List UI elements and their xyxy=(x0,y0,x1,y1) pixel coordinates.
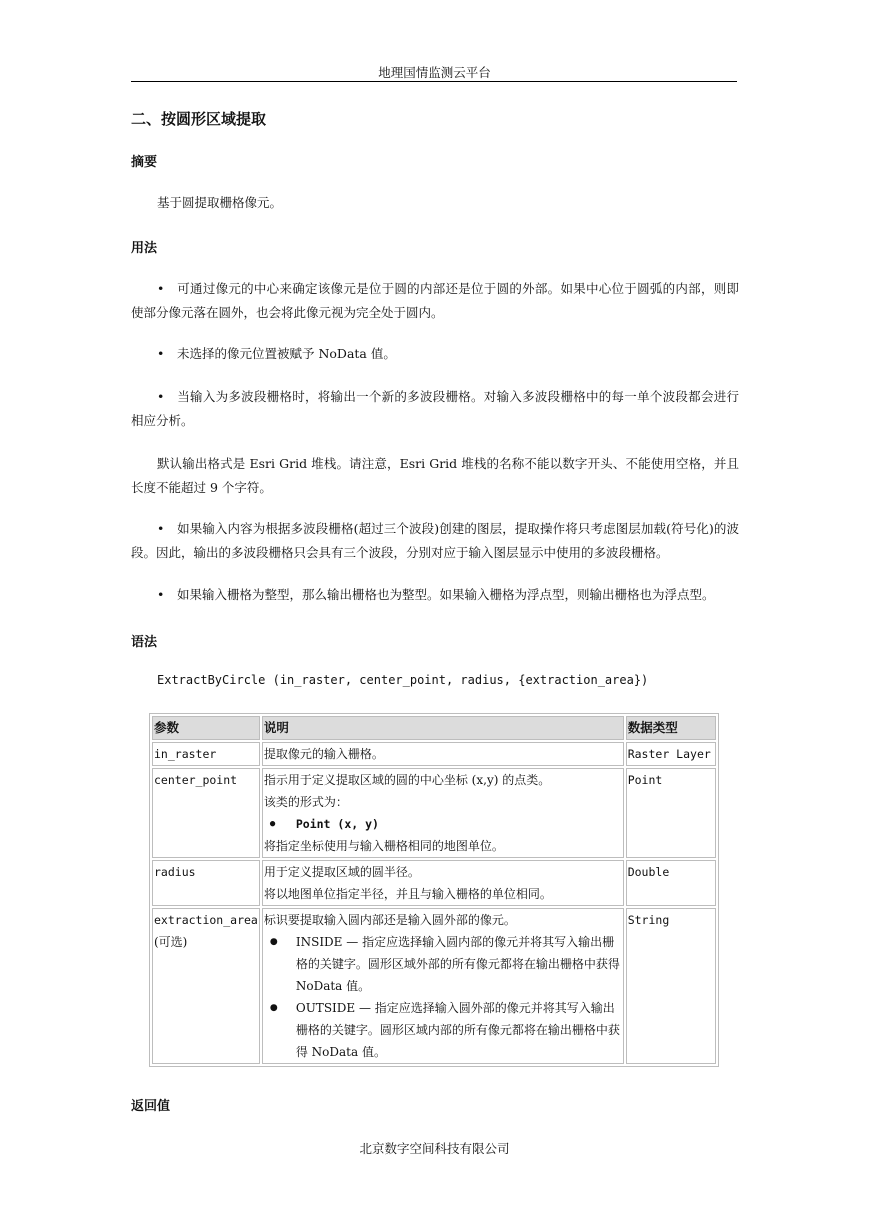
description-line: 用于定义提取区域的圆半径。 xyxy=(263,865,420,879)
usage-item-5 xyxy=(131,583,739,607)
usage-item-4 xyxy=(131,517,739,565)
syntax-heading: 语法 xyxy=(131,635,158,650)
param-description xyxy=(262,768,624,858)
param-type: Raster Layer xyxy=(626,742,716,766)
page-footer: 北京数字空间科技有限公司 xyxy=(359,1141,510,1156)
usage-item-5-text: 如果输入栅格为整型，那么输出栅格也为整型。如果输入栅格为浮点型，则输出栅格也为浮点型。 xyxy=(177,587,715,602)
parameter-table xyxy=(149,713,719,1067)
bullet-mark: • xyxy=(157,521,165,536)
usage-note: 默认输出格式是 Esri Grid 堆栈。请注意，Esri Grid 堆栈的名称不能以数字开头、不能使用空格，并且长度不能超过 9 个字符。 xyxy=(131,456,739,495)
param-name: in_raster xyxy=(152,742,260,766)
param-description: 提取像元的输入栅格。 xyxy=(262,742,624,766)
usage-item-3-text: 当输入为多波段栅格时，将输出一个新的多波段栅格。对输入多波段栅格中的每一单个波段都会进行相应分析。 xyxy=(131,389,739,428)
bullet-mark: • xyxy=(157,346,165,361)
description-line: 指示用于定义提取区域的圆的中心坐标 (x,y) 的点类。 xyxy=(263,773,551,787)
header-rule xyxy=(131,81,737,82)
column-header-description: 说明 xyxy=(262,716,624,740)
description-list xyxy=(264,813,622,835)
param-description xyxy=(262,860,624,906)
param-type: Point xyxy=(626,768,716,858)
param-type: Double xyxy=(626,860,716,906)
summary-text: 基于圆提取栅格像元。 xyxy=(157,195,283,210)
usage-item-1 xyxy=(131,277,739,325)
section-title: 二、按圆形区域提取 xyxy=(131,110,267,128)
column-header-type: 数据类型 xyxy=(626,716,716,740)
param-name: radius xyxy=(152,860,260,906)
table-header-row xyxy=(152,716,716,740)
usage-heading: 用法 xyxy=(131,241,158,256)
bullet-mark: • xyxy=(157,587,165,602)
table-row xyxy=(152,768,716,858)
param-name: center_point xyxy=(152,768,260,858)
description-bullet: ● OUTSIDE — 指定应选择输入圆外部的像元并将其写入输出栅格的关键字。圆形区域内部的所有像元都将在输出栅格中获得 NoData 值。 xyxy=(264,997,622,1063)
syntax-code: ExtractByCircle (in_raster, center_point, radius, {extraction_area}) xyxy=(157,673,649,687)
param-description xyxy=(262,908,624,1064)
column-header-param: 参数 xyxy=(152,716,260,740)
usage-item-4-text: 如果输入内容为根据多波段栅格(超过三个波段)创建的图层，提取操作将只考虑图层加载(符号化)的波段。因此，输出的多波段栅格只会具有三个波段，分别对应于输入图层显示中使用的多波段栅格。 xyxy=(131,521,739,560)
description-line: 标识要提取输入圆内部还是输入圆外部的像元。 xyxy=(263,913,516,927)
usage-item-1-text: 可通过像元的中心来确定该像元是位于圆的内部还是位于圆的外部。如果中心位于圆弧的内部，则即使部分像元落在圆外，也会将此像元视为完全处于圆内。 xyxy=(131,281,739,320)
usage-item-3 xyxy=(131,385,739,433)
usage-item-2-text: 未选择的像元位置被赋予 NoData 值。 xyxy=(177,346,396,361)
bullet-mark: • xyxy=(157,281,165,296)
description-line: 将指定坐标使用与输入栅格相同的地图单位。 xyxy=(263,839,504,853)
table-row xyxy=(152,860,716,906)
description-line: 该类的形式为： xyxy=(263,795,348,809)
description-list xyxy=(264,931,622,1063)
param-name-cell xyxy=(152,908,260,1064)
description-bullet: ● Point (x, y) xyxy=(264,813,622,835)
usage-item-2 xyxy=(131,342,739,366)
table-row xyxy=(152,908,716,1064)
bullet-mark: • xyxy=(157,389,165,404)
description-bullet: ● INSIDE — 指定应选择输入圆内部的像元并将其写入输出栅格的关键字。圆形区域外部的所有像元都将在输出栅格中获得 NoData 值。 xyxy=(264,931,622,997)
summary-heading: 摘要 xyxy=(131,155,158,170)
table-row xyxy=(152,742,716,766)
param-name: extraction_area xyxy=(154,913,258,927)
returns-heading: 返回值 xyxy=(131,1099,171,1114)
page-header: 地理国情监测云平台 xyxy=(378,65,491,80)
param-optional-note: (可选) xyxy=(154,935,188,949)
description-line: 将以地图单位指定半径，并且与输入栅格的单位相同。 xyxy=(263,887,552,901)
param-type: String xyxy=(626,908,716,1064)
